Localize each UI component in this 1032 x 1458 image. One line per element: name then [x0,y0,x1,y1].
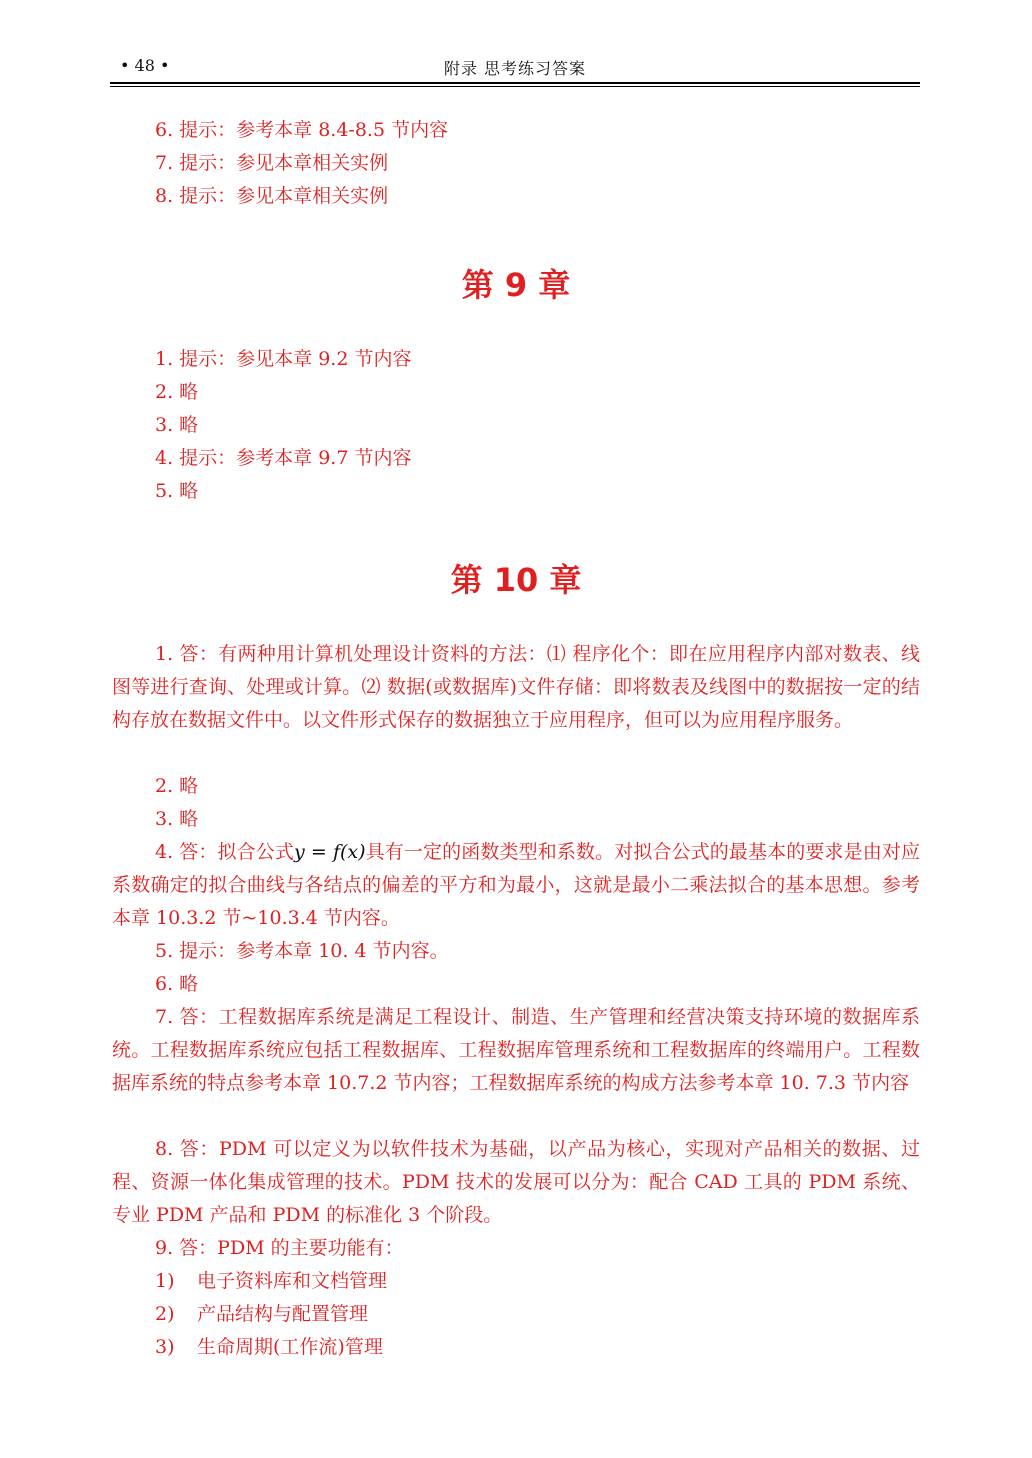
answer-5: 5. 提示：参考本章 10. 4 节内容。 [155,940,449,962]
answer-4 [112,836,920,935]
list-item: 5. 略 [155,480,199,502]
answer-6: 6. 略 [155,973,199,995]
list-item: 3. 略 [155,414,199,436]
list-item: 6. 提示：参考本章 8.4-8.5 节内容 [155,119,449,141]
page-header [110,56,920,84]
formula: y = f(x) [294,841,366,863]
answer-2: 2. 略 [155,775,199,797]
header-rule-thin [110,86,920,87]
answer-3: 3. 略 [155,808,199,830]
page-number: • 48 • [120,56,170,75]
answer-9: 9. 答：PDM 的主要功能有： [155,1237,404,1259]
function-item: 2) 产品结构与配置管理 [155,1303,369,1325]
answer-1: 1. 答：有两种用计算机处理设计资料的方法：⑴ 程序化个：即在应用程序内部对数表、线图等进行查询、处理或计算。⑵ 数据(或数据库)文件存储：即将数表及线图中的数据按一定的结构存放在数据文件中。以文件形式保存的数据独立于应用程序，但可以为应用程序服务。 [112,643,920,731]
header-rule-thick [110,82,920,84]
chapter-9-title: 第 9 章 [461,266,571,304]
list-item: 8. 提示：参见本章相关实例 [155,185,389,207]
list-item: 1. 提示：参见本章 9.2 节内容 [155,348,412,370]
header-title: 附录 思考练习答案 [443,59,587,78]
chapter-10-title: 第 10 章 [450,561,582,599]
function-item: 3) 生命周期(工作流)管理 [155,1336,383,1358]
function-item: 1) 电子资料库和文档管理 [155,1270,388,1292]
answer-4-lead: 4. 答：拟合公式 [155,841,294,863]
list-item: 2. 略 [155,381,199,403]
answer-4-body: 具有一定的函数类型和系数。对拟合公式的最基本的要求是由对应系数确定的拟合曲线与各结点的偏差的平方和为最小，这就是最小二乘法拟合的基本思想。参考本章 10.3.2 节~10.3.4 节内容。 [112,841,920,929]
answer-7: 7. 答：工程数据库系统是满足工程设计、制造、生产管理和经营决策支持环境的数据库系统。工程数据库系统应包括工程数据库、工程数据库管理系统和工程数据库的终端用户。工程数据库系统的特点参考本章 10.7.2 节内容；工程数据库系统的构成方法参考本章 10. 7.3 节内容 [112,1006,920,1094]
list-item: 4. 提示：参考本章 9.7 节内容 [155,447,412,469]
answer-8: 8. 答：PDM 可以定义为以软件技术为基础，以产品为核心，实现对产品相关的数据、过程、资源一体化集成管理的技术。PDM 技术的发展可以分为：配合 CAD 工具的 PDM 系统、专业 PDM 产品和 PDM 的标准化 3 个阶段。 [112,1138,920,1226]
list-item: 7. 提示：参见本章相关实例 [155,152,389,174]
